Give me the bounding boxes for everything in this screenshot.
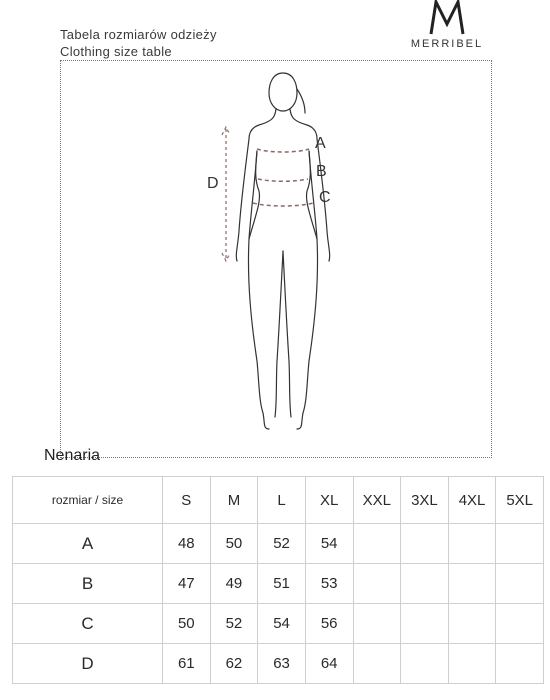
size-table — [12, 476, 544, 684]
table-cell — [401, 644, 449, 684]
table-cell: 52 — [258, 524, 306, 564]
size-col-header: XL — [305, 477, 353, 524]
table-cell — [448, 644, 496, 684]
table-cell — [496, 604, 544, 644]
table-cell — [401, 604, 449, 644]
table-cell: 63 — [258, 644, 306, 684]
size-col-header: XXL — [353, 477, 401, 524]
size-col-header: 3XL — [401, 477, 449, 524]
figure-frame — [60, 60, 492, 458]
table-cell — [448, 524, 496, 564]
measure-label-d: D — [207, 175, 219, 192]
measure-label-b: B — [316, 163, 327, 180]
brand-logo — [410, 0, 484, 50]
table-cell — [353, 524, 401, 564]
table-cell — [448, 604, 496, 644]
logo-m-icon — [427, 0, 467, 36]
table-cell: 51 — [258, 564, 306, 604]
table-cell: 52 — [210, 604, 258, 644]
size-col-header: S — [163, 477, 211, 524]
size-col-header: 5XL — [496, 477, 544, 524]
table-cell: 54 — [258, 604, 306, 644]
row-label: B — [13, 564, 163, 604]
table-cell: 53 — [305, 564, 353, 604]
table-cell — [496, 644, 544, 684]
table-cell: 48 — [163, 524, 211, 564]
row-label: C — [13, 604, 163, 644]
size-col-header: M — [210, 477, 258, 524]
table-cell — [353, 644, 401, 684]
size-col-header: 4XL — [448, 477, 496, 524]
row-label: D — [13, 644, 163, 684]
table-cell: 50 — [210, 524, 258, 564]
table-cell — [496, 564, 544, 604]
table-row — [13, 604, 544, 644]
row-label: A — [13, 524, 163, 564]
size-header-row — [13, 477, 544, 524]
size-col-header: L — [258, 477, 306, 524]
measure-label-c: C — [319, 189, 331, 206]
title-english: Clothing size table — [60, 44, 172, 59]
table-cell: 49 — [210, 564, 258, 604]
title-polish: Tabela rozmiarów odzieży — [60, 27, 217, 42]
table-row — [13, 564, 544, 604]
table-cell — [353, 564, 401, 604]
table-cell — [448, 564, 496, 604]
header-text — [60, 26, 217, 60]
body-silhouette-icon — [61, 61, 493, 459]
measure-label-a: A — [315, 135, 326, 152]
table-cell: 64 — [305, 644, 353, 684]
table-cell: 47 — [163, 564, 211, 604]
size-label-header: rozmiar / size — [13, 477, 163, 524]
table-cell: 61 — [163, 644, 211, 684]
table-cell — [496, 524, 544, 564]
table-cell — [353, 604, 401, 644]
table-cell: 54 — [305, 524, 353, 564]
table-cell — [401, 564, 449, 604]
table-row — [13, 644, 544, 684]
brand-name: MERRIBEL — [410, 38, 484, 50]
table-cell: 50 — [163, 604, 211, 644]
table-row — [13, 524, 544, 564]
table-cell — [401, 524, 449, 564]
product-name: Nenaria — [44, 447, 101, 464]
table-cell: 56 — [305, 604, 353, 644]
table-cell: 62 — [210, 644, 258, 684]
